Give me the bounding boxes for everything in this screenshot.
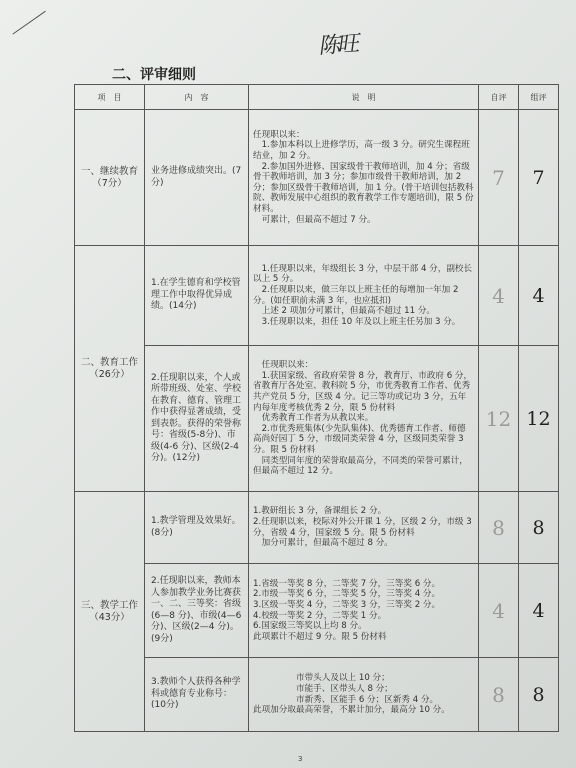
- desc-line: 1.省级一等奖 8 分，二等奖 7 分，三等奖 6 分。: [253, 578, 441, 589]
- row-description: [249, 564, 479, 658]
- row-description: [249, 658, 479, 732]
- pencil-mark: [12, 11, 59, 54]
- review-criteria-table: [74, 84, 559, 732]
- category-education-work: 二、教育工作（26分）: [75, 246, 145, 492]
- desc-line: 此项累计不超过 9 分。限 5 份材料: [253, 631, 387, 642]
- group-score: 7: [519, 110, 559, 246]
- header-desc: 说 明: [249, 85, 479, 110]
- desc-line: 任现职以来：: [253, 129, 305, 140]
- desc-line: 市带头人及以上 10 分；: [253, 673, 390, 684]
- page-number: 3: [298, 755, 303, 763]
- group-score: 8: [519, 658, 559, 732]
- table-row: [75, 110, 559, 246]
- desc-line: 3.区级一等奖 4 分，二等奖 3 分，三等奖 2 分。: [253, 599, 441, 610]
- row-content: 1.教学管理及效果好。(8分): [145, 492, 249, 564]
- desc-line: 2.任现职以来，校际对外公开课 1 分，区级 2 分，市级 3 分，省级 4 分，国家级 5 分。限 5 份材料: [253, 516, 472, 538]
- table-row: [75, 246, 559, 346]
- row-description: [249, 346, 479, 492]
- row-description: [249, 492, 479, 564]
- self-score: 12: [479, 346, 519, 492]
- self-score: 8: [479, 492, 519, 564]
- desc-line: 同类型同年度的荣誉取最高分，不同类的荣誉可累计，但最高不超过 12 分。: [253, 455, 468, 477]
- desc-line: 2.参加国外进修、国家级骨干教师培训，加 4 分；省级骨干教师培训，加 3 分；参加市级骨干教师培训，加 2 分；参加区级骨干教师培训，加 1 分。(骨干培训包括教科院、教师发展中心组织的教育教学工作专题培训)，限 5 份材料。: [253, 161, 474, 214]
- desc-line: 任现职以来：: [253, 360, 314, 371]
- self-score: 7: [479, 110, 519, 246]
- desc-line: 3.任现职以来，担任 10 年及以上班主任另加 3 分。: [253, 316, 461, 327]
- desc-line: 1.任现职以来，年级组长 3 分，中层干部 4 分，副校长以上 5 分。: [253, 263, 473, 285]
- desc-line: 优秀教育工作者为从教以来。: [253, 413, 374, 424]
- header-row: [75, 85, 559, 110]
- table-row: [75, 346, 559, 492]
- category-teaching-work: 三、教学工作（43分）: [75, 492, 145, 732]
- row-content: 业务进修成绩突出。(7分): [145, 110, 249, 246]
- row-content: 3.教师个人获得各种学科或德育专业称号：(10分): [145, 658, 249, 732]
- table-row: [75, 658, 559, 732]
- desc-line: 1.教研组长 3 分，备课组长 2 分。: [253, 506, 387, 517]
- desc-line: 1.参加本科以上进修学历，高一级 3 分。研究生课程班结业，加 2 分。: [253, 140, 470, 162]
- row-description: [249, 110, 479, 246]
- table-row: [75, 492, 559, 564]
- group-score: 8: [519, 492, 559, 564]
- header-content: 内 容: [145, 85, 249, 110]
- category-continuing-education: 一、继续教育（7分）: [75, 110, 145, 246]
- row-description: [249, 246, 479, 346]
- section-title: 二、评审细则: [112, 67, 196, 83]
- self-score: 8: [479, 658, 519, 732]
- header-self: 自评: [479, 85, 519, 110]
- header-group: 组评: [519, 85, 559, 110]
- desc-line: 市能手、区带头人 8 分；: [253, 683, 393, 694]
- row-content: 1.在学生德育和学校管理工作中取得优异成绩。(14分): [145, 246, 249, 346]
- group-score: 12: [519, 346, 559, 492]
- desc-line: 1.获国家级、省政府荣誉 8 分，教育厅、市政府 6 分，省教育厅各处室、教科院 5 分，市优秀教育工作者、优秀共产党员 5 分，区级 4 分。记三等功或记功 3 分，五年内每年度考核优秀 2 分，限 5 份材料: [253, 370, 473, 413]
- desc-line: 2.任现职以来，做三年以上班主任的每增加一年加 2 分。(如任职前未满 3 年，也应抵扣): [253, 284, 459, 306]
- desc-line: 此项加分取最高荣誉，不累计加分，最高分 10 分。: [253, 705, 450, 716]
- table-row: [75, 564, 559, 658]
- desc-line: 市新秀、区能手 6 分；区新秀 4 分。: [253, 694, 439, 705]
- desc-line: 上述 2 项加分可累计，但最高不超过 11 分。: [253, 306, 436, 317]
- handwritten-signature: 陈旺: [317, 31, 360, 60]
- desc-line: 可累计，但最高不超过 7 分。: [253, 214, 376, 225]
- desc-line: 2.市级一等奖 6 分，二等奖 5 分，三等奖 4 分。: [253, 589, 441, 600]
- desc-line: 2.市优秀班集体(少先队集体)、优秀德育工作者、师德高尚好园丁 5 分，市级同类荣誉 4 分，区级同类荣誉 3 分。限 5 份材料: [253, 423, 466, 455]
- row-content: 2.任现职以来，个人或所带班级、处室、学校在教育、德育、管理工作中获得显著成绩，受到表彰。获得的荣誉称号：省级(5-8分)、市级(4-6 分)、区级(2-4 分)。(12分): [145, 346, 249, 492]
- self-score: 4: [479, 246, 519, 346]
- group-score: 4: [519, 564, 559, 658]
- desc-line: 加分可累计，但最高不超过 8 分。: [253, 538, 393, 549]
- desc-line: 4.校级一等奖 2 分，二等奖 1 分。: [253, 610, 387, 621]
- group-score: 4: [519, 246, 559, 346]
- desc-line: 6.国家级三等奖以上均 8 分。: [253, 621, 367, 632]
- header-item: 项 目: [75, 85, 145, 110]
- self-score: 4: [479, 564, 519, 658]
- row-content: 2.任现职以来，教师本人参加教学业务比赛获一、二、三等奖：省级(6—8 分)、市级(4—6分)、区级(2—4 分)。(9分): [145, 564, 249, 658]
